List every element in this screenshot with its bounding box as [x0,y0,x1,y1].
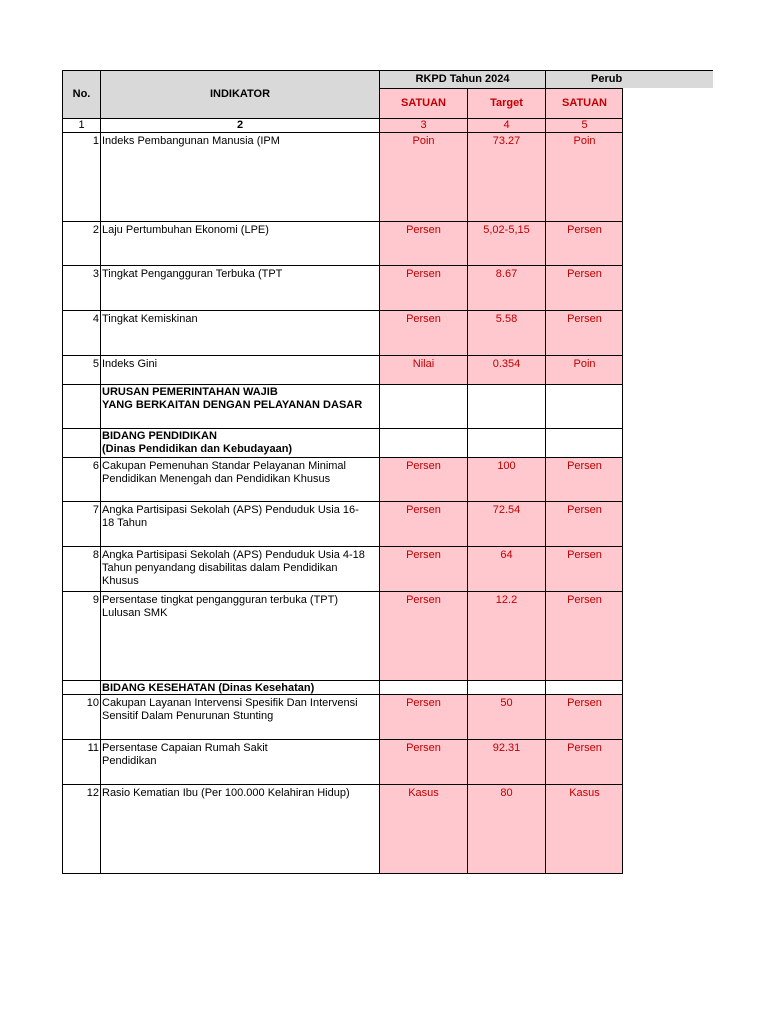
section-satuan2-cell [545,680,623,694]
row-satuan-2: Persen [545,739,623,784]
row-target: 12.2 [467,591,545,680]
section-satuan-cell [379,680,467,694]
row-target: 5,02-5,15 [467,221,545,265]
header-perubahan-group: Perub [545,70,713,88]
row-satuan-2: Poin [545,132,623,221]
row-number: 2 [62,221,100,265]
row-target: 92.31 [467,739,545,784]
row-target: 0.354 [467,355,545,384]
colnum-2: 2 [100,118,379,132]
row-indikator: Angka Partisipasi Sekolah (APS) Penduduk Usia 4-18 Tahun penyandang disabilitas dalam Pendidikan Khusus [100,546,379,591]
colnum-3: 3 [379,118,467,132]
row-satuan: Persen [379,694,467,739]
section-no-cell [62,428,100,457]
row-satuan-2: Persen [545,221,623,265]
row-target: 8.67 [467,265,545,310]
row-satuan-2: Persen [545,501,623,546]
row-number: 5 [62,355,100,384]
row-target: 64 [467,546,545,591]
section-target-cell [467,680,545,694]
row-target: 73.27 [467,132,545,221]
row-number: 3 [62,265,100,310]
row-number: 4 [62,310,100,355]
section-no-cell [62,680,100,694]
section-satuan-cell [379,428,467,457]
row-satuan: Persen [379,457,467,501]
row-number: 10 [62,694,100,739]
row-indikator: Angka Partisipasi Sekolah (APS) Penduduk Usia 16- 18 Tahun [100,501,379,546]
row-satuan: Persen [379,310,467,355]
row-satuan-2: Persen [545,265,623,310]
colnum-1: 1 [62,118,100,132]
row-number: 6 [62,457,100,501]
row-indikator: Rasio Kematian Ibu (Per 100.000 Kelahiran Hidup) [100,784,379,873]
row-target: 80 [467,784,545,873]
row-number: 9 [62,591,100,680]
row-satuan: Persen [379,265,467,310]
row-satuan: Nilai [379,355,467,384]
row-satuan-2: Poin [545,355,623,384]
section-heading: BIDANG KESEHATAN (Dinas Kesehatan) [100,680,379,694]
row-satuan-2: Kasus [545,784,623,873]
row-satuan-2: Persen [545,694,623,739]
row-number: 7 [62,501,100,546]
section-satuan2-cell [545,428,623,457]
header-indikator: INDIKATOR [100,70,379,118]
colnum-4: 4 [467,118,545,132]
row-number: 8 [62,546,100,591]
row-satuan: Persen [379,739,467,784]
section-satuan2-cell [545,384,623,428]
row-satuan: Persen [379,546,467,591]
header-satuan-2: SATUAN [545,88,623,118]
section-no-cell [62,384,100,428]
row-satuan: Persen [379,221,467,265]
row-satuan-2: Persen [545,310,623,355]
row-satuan: Persen [379,591,467,680]
table-right-border [622,88,623,874]
row-satuan-2: Persen [545,591,623,680]
row-indikator: Indeks Pembangunan Manusia (IPM [100,132,379,221]
row-satuan: Poin [379,132,467,221]
row-number: 12 [62,784,100,873]
header-top-extension [545,70,713,71]
section-target-cell [467,428,545,457]
colnum-5: 5 [545,118,623,132]
row-indikator: Indeks Gini [100,355,379,384]
row-satuan: Persen [379,501,467,546]
row-indikator: Cakupan Pemenuhan Standar Pelayanan Minimal Pendidikan Menengah dan Pendidikan Khusus [100,457,379,501]
header-rkpd-group: RKPD Tahun 2024 [379,70,545,88]
row-number: 1 [62,132,100,221]
header-no: No. [62,70,100,118]
row-number: 11 [62,739,100,784]
section-satuan-cell [379,384,467,428]
table-bottom-border [62,873,623,874]
row-satuan: Kasus [379,784,467,873]
row-target: 72.54 [467,501,545,546]
row-satuan-2: Persen [545,457,623,501]
section-heading: URUSAN PEMERINTAHAN WAJIB YANG BERKAITAN DENGAN PELAYANAN DASAR [100,384,379,428]
row-target: 100 [467,457,545,501]
header-target: Target [467,88,545,118]
section-heading: BIDANG PENDIDIKAN (Dinas Pendidikan dan Kebudayaan) [100,428,379,457]
row-target: 50 [467,694,545,739]
row-indikator: Persentase Capaian Rumah Sakit Pendidikan [100,739,379,784]
row-indikator: Tingkat Kemiskinan [100,310,379,355]
row-satuan-2: Persen [545,546,623,591]
row-indikator: Laju Pertumbuhan Ekonomi (LPE) [100,221,379,265]
row-indikator: Persentase tingkat pengangguran terbuka (TPT) Lulusan SMK [100,591,379,680]
row-indikator: Cakupan Layanan Intervensi Spesifik Dan Intervensi Sensitif Dalam Penurunan Stunting [100,694,379,739]
row-target: 5.58 [467,310,545,355]
row-indikator: Tingkat Pengangguran Terbuka (TPT [100,265,379,310]
header-satuan: SATUAN [379,88,467,118]
section-target-cell [467,384,545,428]
